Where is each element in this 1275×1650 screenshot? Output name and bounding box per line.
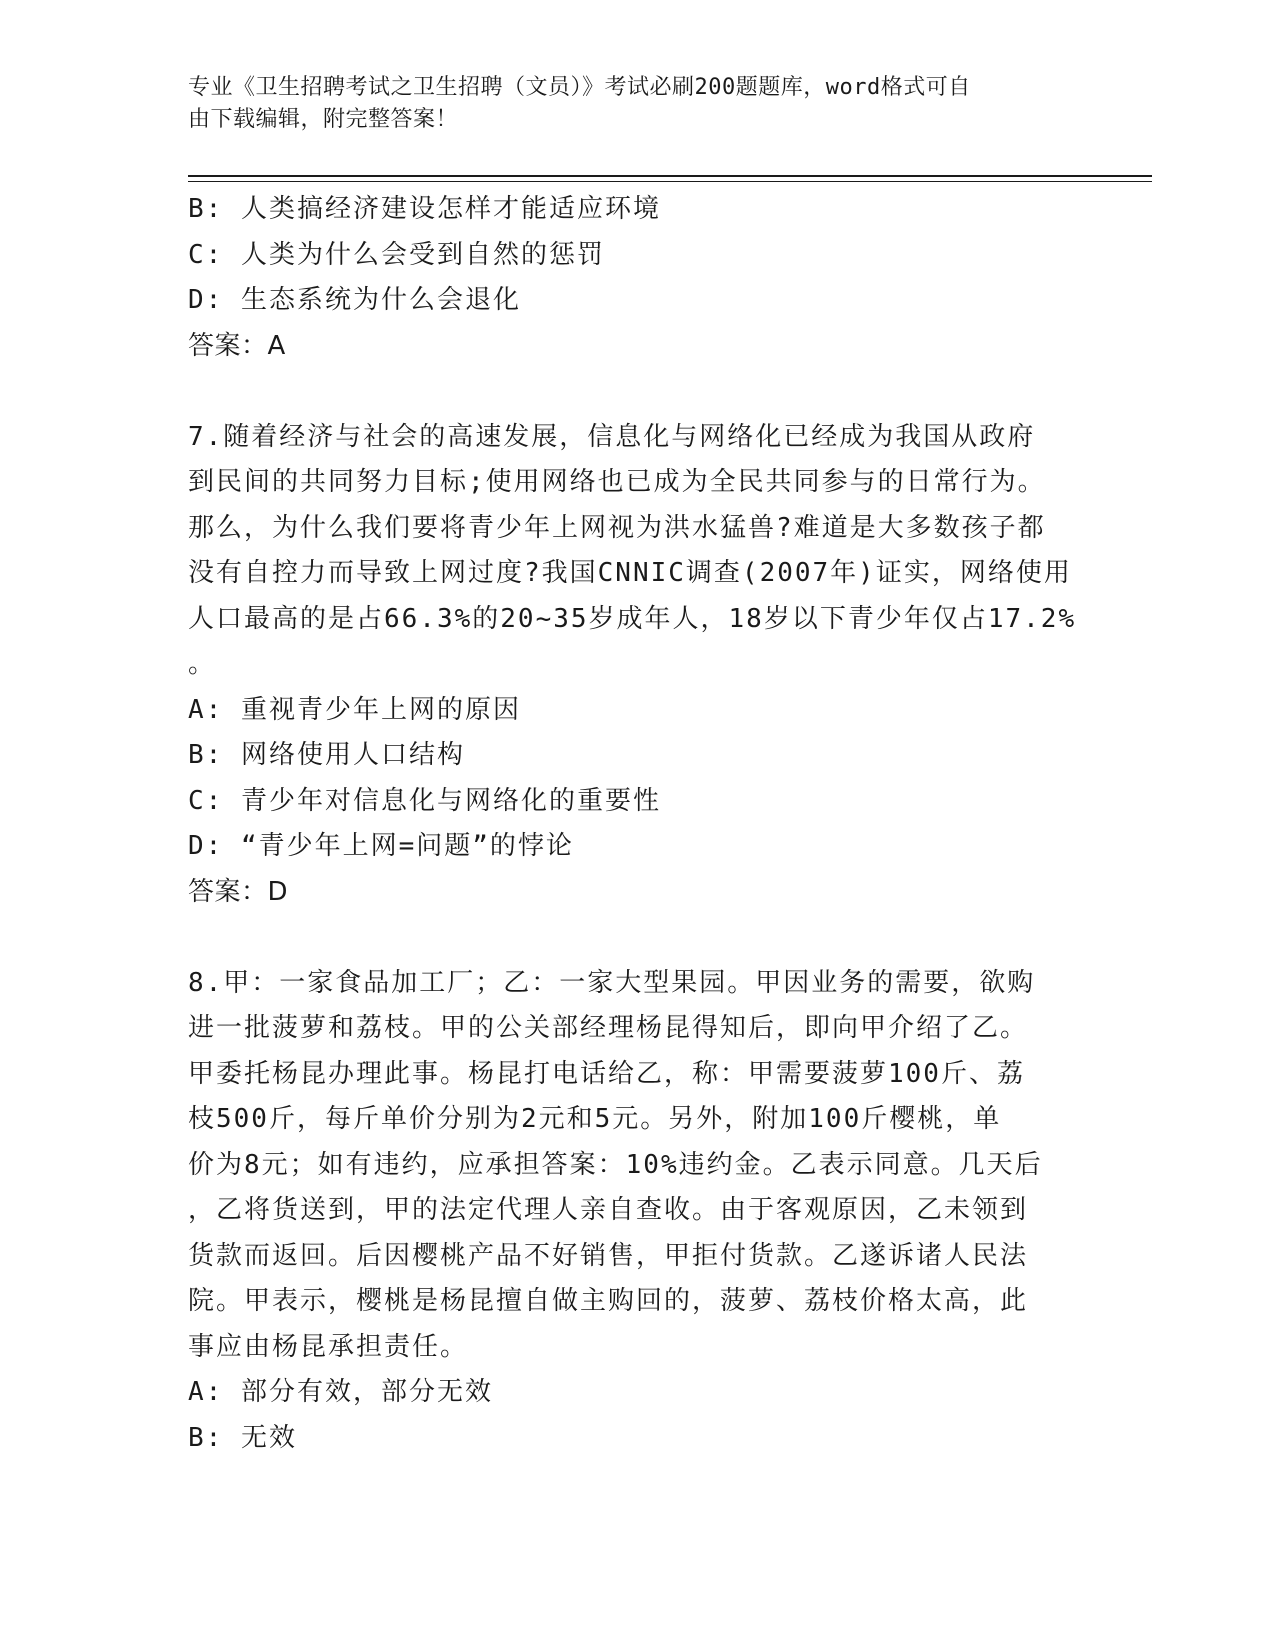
question-stem-line: 没有自控力而导致上网过度?我国CNNIC调查(2007年)证实，网络使用 (188, 558, 1072, 588)
question-stem-line: 。 (188, 649, 217, 679)
spacer (188, 369, 1088, 415)
question-stem-line: 货款而返回。后因樱桃产品不好销售，甲拒付货款。乙遂诉诸人民法 (188, 1240, 1029, 1271)
question-6 (188, 187, 1088, 369)
option-b: B: 人类搞经济建设怎样才能适应环境 (188, 194, 661, 224)
question-stem-line: 进一批菠萝和荔枝。甲的公关部经理杨昆得知后，即向甲介绍了乙。 (188, 1013, 1029, 1043)
question-stem-line: 7.随着经济与社会的高速发展，信息化与网络化已经成为我国从政府 (188, 421, 1036, 452)
option-b: B: 网络使用人口结构 (188, 740, 465, 770)
question-stem-line: 甲委托杨昆办理此事。杨昆打电话给乙，称：甲需要菠萝100斤、荔 (188, 1058, 1025, 1089)
header-title-line-1: 专业《卫生招聘考试之卫生招聘（文员）》考试必刷200题题库，word格式可自 (188, 75, 971, 100)
header-divider-thin (188, 181, 1152, 182)
question-stem-line: 枝500斤，每斤单价分别为2元和5元。另外，附加100斤樱桃，单 (188, 1104, 1002, 1134)
question-stem-line: ，乙将货送到，甲的法定代理人亲自查收。由于客观原因，乙未领到 (188, 1195, 1029, 1225)
header-title-line-2: 由下载编辑，附完整答案！ (188, 107, 459, 132)
document-header (188, 72, 1078, 136)
answer-line: 答案：D (188, 876, 289, 907)
option-a: A: 部分有效，部分无效 (188, 1377, 493, 1407)
document-body (188, 187, 1088, 1461)
question-stem-line: 人口最高的是占66.3%的20~35岁成年人，18岁以下青少年仅占17.2% (188, 603, 1077, 634)
answer-line: 答案：A (188, 330, 286, 361)
spacer (188, 915, 1088, 961)
question-stem-line: 事应由杨昆承担责任。 (188, 1331, 469, 1362)
question-stem-line: 8.甲：一家食品加工厂；乙：一家大型果园。甲因业务的需要，欲购 (188, 967, 1036, 998)
option-a: A: 重视青少年上网的原因 (188, 694, 521, 725)
option-d: D: 生态系统为什么会退化 (188, 285, 521, 315)
question-stem-line: 到民间的共同努力目标;使用网络也已成为全民共同参与的日常行为。 (188, 467, 1046, 497)
header-divider (188, 175, 1152, 177)
option-c: C: 青少年对信息化与网络化的重要性 (188, 785, 661, 816)
option-d: D: “青少年上网=问题”的悖论 (188, 831, 574, 861)
question-7 (188, 415, 1088, 916)
question-8 (188, 961, 1088, 1462)
question-stem-line: 那么，为什么我们要将青少年上网视为洪水猛兽?难道是大多数孩子都 (188, 512, 1046, 543)
option-b: B: 无效 (188, 1422, 297, 1453)
option-c: C: 人类为什么会受到自然的惩罚 (188, 239, 605, 270)
question-stem-line: 院。甲表示，樱桃是杨昆擅自做主购回的，菠萝、荔枝价格太高，此 (188, 1286, 1029, 1316)
question-stem-line: 价为8元；如有违约，应承担答案：10%违约金。乙表示同意。几天后 (188, 1149, 1043, 1180)
